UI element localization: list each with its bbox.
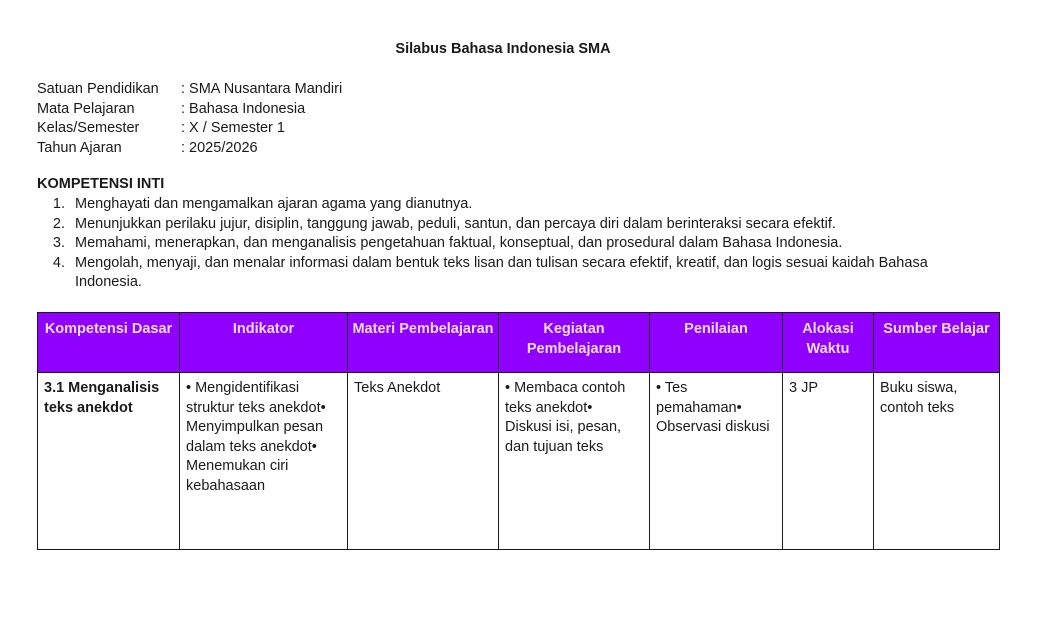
identity-block [37, 80, 342, 158]
list-number: 2. [52, 215, 65, 232]
list-number: 1. [52, 196, 65, 212]
list-item [37, 195, 967, 215]
kompetensi-inti-list [37, 195, 967, 293]
identity-value: : Bahasa Indonesia [181, 100, 306, 117]
identity-label: Kelas/Semester [37, 120, 140, 136]
cell-kegiatan: • Membaca contoh teks anekdot• Diskusi isi, pesan, dan tujuan teks [499, 373, 650, 550]
table-header-row [38, 313, 1000, 373]
header-alokasi: Alokasi Waktu [783, 313, 874, 373]
header-sumber: Sumber Belajar [874, 313, 1000, 373]
cell-alokasi: 3 JP [783, 373, 874, 550]
table-row [38, 373, 1000, 550]
cell-penilaian: • Tes pemahaman• Observasi diskusi [650, 373, 783, 550]
header-materi: Materi Pembelajaran [348, 313, 499, 373]
list-item [37, 215, 967, 235]
identity-label: Tahun Ajaran [37, 139, 122, 156]
cell-sumber: Buku siswa, contoh teks [874, 373, 1000, 550]
identity-row-kelas [37, 119, 342, 139]
list-text: Menghayati dan mengamalkan ajaran agama yang dianutnya. [75, 196, 473, 212]
list-number: 4. [52, 254, 65, 271]
document-title: Silabus Bahasa Indonesia SMA [395, 41, 611, 57]
identity-row-mapel [37, 100, 342, 120]
identity-value: : SMA Nusantara Mandiri [181, 81, 343, 97]
list-number: 3. [52, 235, 65, 251]
header-kegiatan: Kegiatan Pembelajaran [499, 313, 650, 373]
header-indikator: Indikator [180, 313, 348, 373]
header-penilaian: Penilaian [650, 313, 783, 373]
list-item [37, 254, 967, 293]
identity-label: Satuan Pendidikan [37, 81, 159, 97]
list-item [37, 234, 967, 254]
identity-label: Mata Pelajaran [37, 100, 135, 117]
cell-indikator: • Mengidentifikasi struktur teks anekdot• Menyimpulkan pesan dalam teks anekdot• Menemukan ciri kebahasaan [180, 373, 348, 550]
cell-materi: Teks Anekdot [348, 373, 499, 550]
cell-kompetensi-dasar: 3.1 Menganalisis teks anekdot [38, 373, 180, 550]
list-text: Menunjukkan perilaku jujur, disiplin, tanggung jawab, peduli, santun, dan percaya diri dalam berinteraksi secara efektif. [75, 215, 836, 232]
silabus-table [37, 312, 1000, 550]
kompetensi-inti-heading: KOMPETENSI INTI [37, 176, 165, 192]
header-kompetensi-dasar: Kompetensi Dasar [38, 313, 180, 373]
list-text: Mengolah, menyaji, dan menalar informasi dalam bentuk teks lisan dan tulisan secara efektif, kreatif, dan logis sesuai kaidah Bahasa Indonesia. [75, 254, 928, 290]
identity-row-satuan [37, 80, 342, 100]
list-text: Memahami, menerapkan, dan menganalisis pengetahuan faktual, konseptual, dan prosedural dalam Bahasa Indonesia. [75, 235, 843, 251]
identity-row-tahun [37, 139, 342, 159]
identity-value: : X / Semester 1 [181, 120, 285, 136]
identity-value: : 2025/2026 [181, 139, 258, 156]
